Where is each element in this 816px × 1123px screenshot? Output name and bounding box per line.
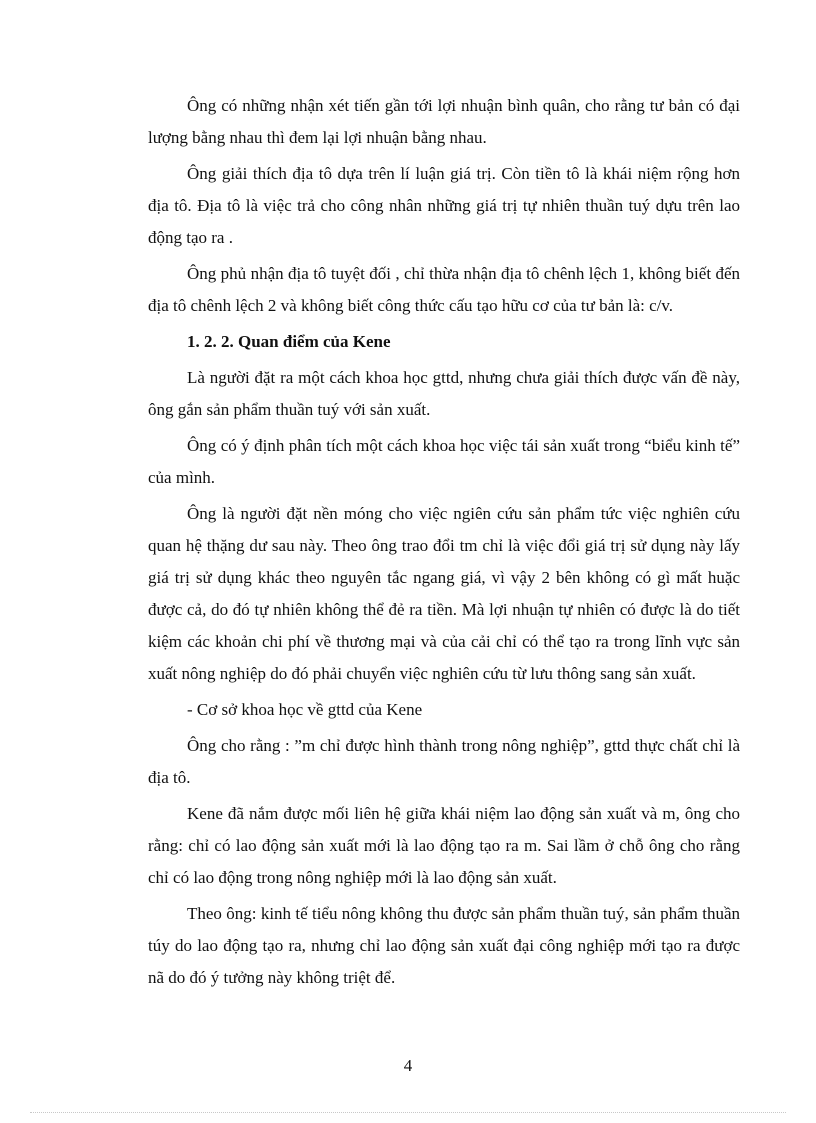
paragraph-agriculture: Ông cho rằng : ”m chỉ được hình thành trong nông nghiệp”, gttd thực chất chỉ là địa tô.	[148, 736, 740, 787]
paragraph-economic-table: Ông có ý định phân tích một cách khoa học việc tái sản xuất trong “biểu kinh tế” của mình.	[148, 436, 740, 487]
paragraph-profit-remark: Ông có những nhận xét tiến gần tới lợi nhuận bình quân, cho rằng tư bản có đại lượng bằng nhau thì đem lại lợi nhuận bằng nhau.	[148, 96, 740, 147]
paragraph-productive-labor: Kene đã nắm được mối liên hệ giữa khái niệm lao động sản xuất và m, ông cho rằng: chỉ có lao động sản xuất mới là lao động tạo ra m. Sai lầm ở chỗ ông cho rằng chỉ có lao động trong nông nghiệp mới là lao động sản xuất.	[148, 804, 740, 887]
page-bottom-divider	[30, 1112, 786, 1113]
paragraph-absolute-rent: Ông phủ nhận địa tô tuyệt đối , chỉ thừa nhận địa tô chênh lệch 1, không biết đến địa tô chênh lệch 2 và không biết công thức cấu tạo hữu cơ của tư bản là: c/v.	[148, 264, 740, 315]
paragraph-small-farming: Theo ông: kinh tế tiểu nông không thu được sản phẩm thuần tuý, sản phẩm thuần túy do lao động tạo ra, nhưng chỉ lao động sản xuất đại công nghiệp mới tạo ra được nã do đó ý tưởng này không triệt để.	[148, 904, 740, 987]
paragraph-foundation: Ông là người đặt nền móng cho việc ngiên cứu sản phẩm tức việc nghiên cứu quan hệ thặng dư sau này. Theo ông trao đổi tm chỉ là việc đổi giá trị sử dụng này lấy giá trị sử dụng khác theo nguyên tắc ngang giá, vì vậy 2 bên không có gì mất huặc được cả, do đó tự nhiên không thể đẻ ra tiền. Mà lợi nhuận tự nhiên có được là do tiết kiệm các khoản chi phí về thương mại và của cải chỉ có thể tạo ra trong lĩnh vực sản xuất nông nghiệp do đó phải chuyển việc nghiên cứu từ lưu thông sang sản xuất.	[148, 504, 740, 683]
page-number: 4	[403, 1056, 413, 1075]
page-body	[148, 90, 740, 998]
section-heading: 1. 2. 2. Quan điểm của Kene	[187, 332, 391, 351]
paragraph-kene-intro: Là người đặt ra một cách khoa học gttd, nhưng chưa giải thích được vấn đề này, ông gắn sản phẩm thuần tuý với sản xuất.	[148, 368, 740, 419]
paragraph-rent-explanation: Ông giải thích địa tô dựa trên lí luận giá trị. Còn tiền tô là khái niệm rộng hơn địa tô. Địa tô là việc trả cho công nhân những giá trị tự nhiên thuần tuý dựu trên lao động tạo ra .	[148, 164, 740, 247]
paragraph-scientific-basis: - Cơ sở khoa học về gttd của Kene	[187, 700, 423, 719]
